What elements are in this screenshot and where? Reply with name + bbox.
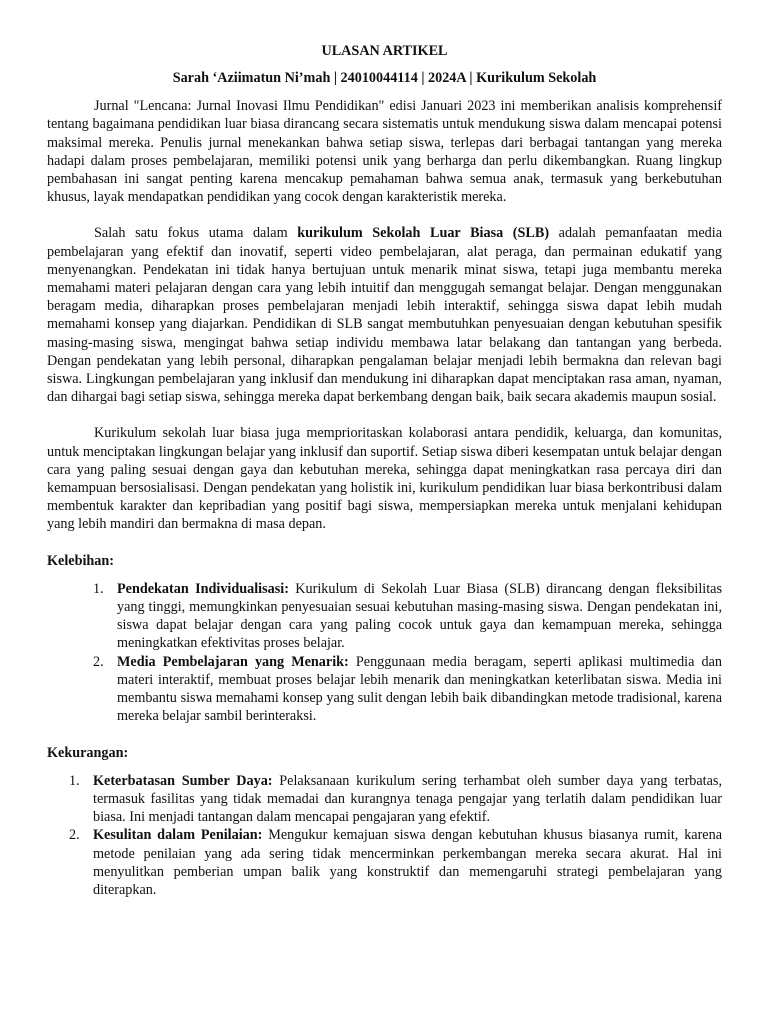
list-item <box>47 653 722 726</box>
list-text: Mengukur kemajuan siswa dengan kebutuhan khusus biasanya rumit, karena metode penilaian yang ada sering tidak mencerminkan perkembangan mereka secara akurat. Hal ini menyulitkan pemberian umpan balik yang konstruktif dan memengaruhi strategi pembelajaran yang diterapkan. <box>93 827 722 898</box>
kekurangan-heading: Kekurangan: <box>47 744 129 761</box>
list-item <box>47 580 722 653</box>
list-text: Pelaksanaan kurikulum sering terhambat oleh sumber daya yang terbatas, termasuk fasilitas yang tidak memadai dan kurangnya tenaga pengajar yang terlatih dalam pendidikan luar biasa. Ini menjadi tantangan dalam mencapai pengajaran yang efektif. <box>93 772 722 826</box>
paragraph-collaboration <box>47 424 722 533</box>
list-item <box>47 826 722 899</box>
document-page <box>47 42 722 917</box>
paragraph-focus <box>47 224 722 406</box>
paragraph-text: Salah satu fokus utama dalam <box>94 225 298 242</box>
paragraph-intro <box>47 97 722 206</box>
kekurangan-list <box>47 772 722 899</box>
list-text: Kurikulum di Sekolah Luar Biasa (SLB) dirancang dengan fleksibilitas yang tinggi, memungkinkan penyesuaian sesuai kebutuhan masing-masing siswa. Dengan pendekatan ini, siswa dapat belajar dengan cara yang paling cocok untuk gaya dan kemampuan mereka, sehingga meningkatkan efektivitas proses belajar. <box>117 580 722 652</box>
article-title: ULASAN ARTIKEL <box>321 43 448 59</box>
list-text: Penggunaan media beragam, seperti aplikasi multimedia dan materi interaktif, membuat proses belajar lebih menarik dan meningkatkan keterlibatan siswa. Media ini membantu siswa memahami konsep yang sulit dengan lebih baik dibandingkan metode tradisional, karena mereka belajar sambil berinteraksi. <box>117 653 722 725</box>
list-number: 2. <box>93 653 104 670</box>
kelebihan-list <box>47 580 722 726</box>
paragraph-text: adalah pemanfaatan media pembelajaran yang efektif dan inovatif, seperti video pembelajaran, alat peraga, dan permainan edukatif yang menyenangkan. Pendekatan ini tidak hanya bertujuan untuk menarik minat siswa, tetapi juga membantu mereka memahami materi pelajaran dengan cara yang lebih intuitif dan menggugah semangat belajar. Dengan menggunakan beragam media, diharapkan proses pembelajaran menjadi lebih interaktif, sehingga siswa dapat lebih mudah memahami konsep yang diajarkan. Pendidikan di SLB sangat membutuhkan penyesuaian dengan kebutuhan spesifik masing-masing siswa, mengingat bahwa setiap individu membawa latar belakang dan tantangan yang berbeda. Dengan pendekatan yang lebih personal, diharapkan pengalaman belajar menjadi lebih bermakna dan relevan bagi siswa. Lingkungan pembelajaran yang inklusif dan mendukung ini diharapkan dapat menciptakan rasa aman, nyaman, dan dihargai bagi setiap siswa, sehingga mereka dapat berkembang dengan baik, baik secara akademis maupun sosial. <box>47 225 722 406</box>
list-number: 2. <box>69 827 80 844</box>
article-subtitle: Sarah ‘Aziimatun Ni’mah | 24010044114 | 2024A | Kurikulum Sekolah <box>172 70 597 86</box>
paragraph-text: Kurikulum sekolah luar biasa juga memprioritaskan kolaborasi antara pendidik, keluarga, dan komunitas, untuk menciptakan lingkungan belajar yang inklusif dan suportif. Setiap siswa diberi kesempatan untuk belajar dengan cara yang paling sesuai dengan gaya dan kebutuhan mereka, sehingga dapat meningkatkan rasa percaya diri dan kemampuan bersosialisasi. Dengan pendekatan yang holistik ini, kurikulum pendidikan luar biasa berkontribusi dalam membentuk karakter dan kepribadian yang positif bagi siswa, mempersiapkan mereka untuk menjalani kehidupan yang lebih mandiri dan bermakna di masa depan. <box>47 425 722 533</box>
list-term: Media Pembelajaran yang Menarik: <box>117 653 349 670</box>
list-term: Kesulitan dalam Penilaian: <box>93 827 263 844</box>
list-number: 1. <box>69 772 80 789</box>
list-item <box>47 772 722 827</box>
list-term: Keterbatasan Sumber Daya: <box>93 772 273 789</box>
list-term: Pendekatan Individualisasi: <box>117 580 289 597</box>
list-number: 1. <box>93 580 104 597</box>
paragraph-emphasis: kurikulum Sekolah Luar Biasa (SLB) <box>297 225 550 242</box>
paragraph-text: Jurnal "Lencana: Jurnal Inovasi Ilmu Pendidikan" edisi Januari 2023 ini memberikan analisis komprehensif tentang bagaimana pendidikan luar biasa dirancang secara sistematis untuk mendukung siswa dalam mencapai potensi maksimal mereka. Penulis jurnal menekankan bahwa setiap siswa, terlepas dari berbagai tantangan yang mereka hadapi dalam proses pembelajaran, memiliki potensi unik yang berharga dan perlu dikembangkan. Ruang lingkup pembahasan ini sangat penting karena mencakup pemahaman bahwa semua anak, termasuk yang berkebutuhan khusus, layak mendapatkan pendidikan yang cocok dengan karakteristik mereka. <box>47 98 722 206</box>
kelebihan-heading: Kelebihan: <box>47 552 115 569</box>
